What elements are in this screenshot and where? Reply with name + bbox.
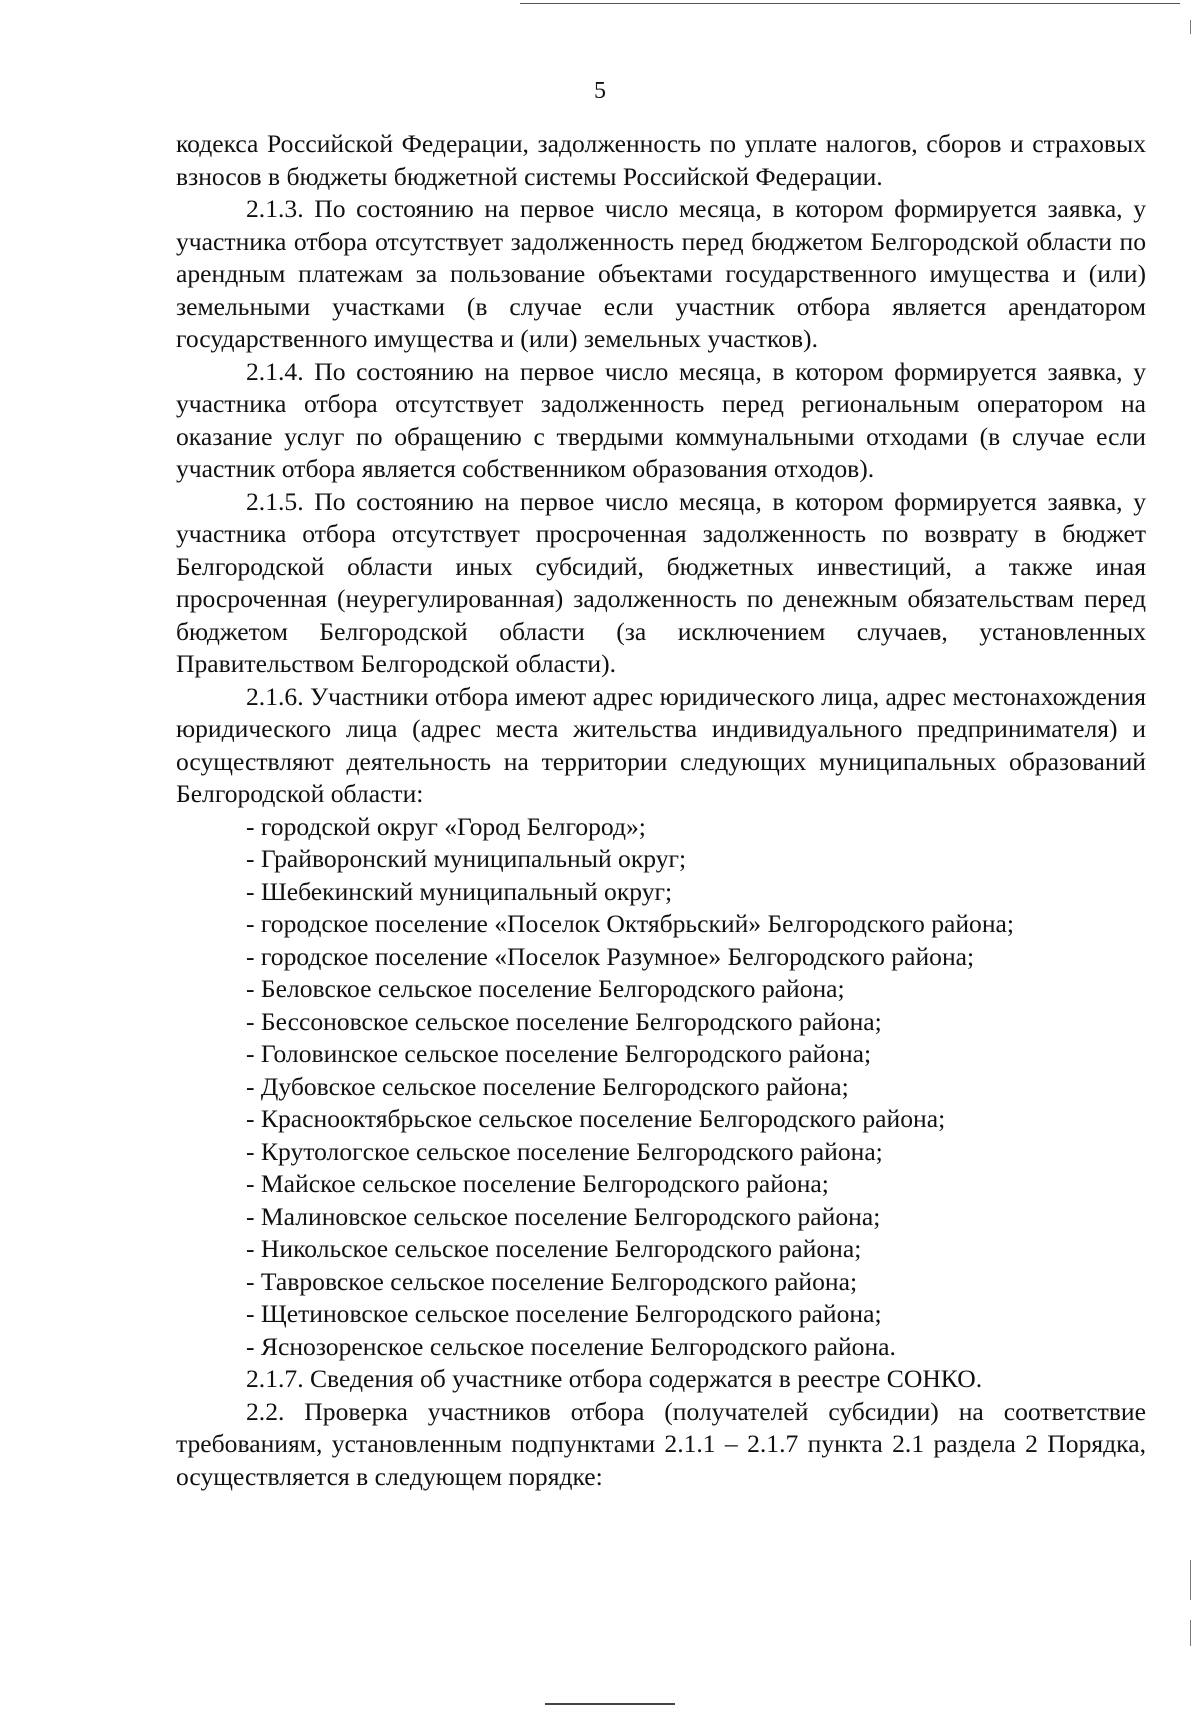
page-number: 5 xyxy=(594,78,606,104)
list-item: - городское поселение «Поселок Октябрьский» Белгородского района; xyxy=(246,909,1015,938)
list-item: - городской округ «Город Белгород»; xyxy=(246,811,646,841)
list-item: - Дубовское сельское поселение Белгородского района; xyxy=(246,1071,849,1101)
paragraph-2-2: 2.2. Проверка участников отбора (получателей субсидии) на соответствие требованиям, установленным подпунктами 2.1.1 – 2.1.7 пункта 2.1 раздела 2 Порядка, осуществляется в следующем порядке: xyxy=(176,1396,1146,1491)
list-item: - Малиновское сельское поселение Белгородского района; xyxy=(246,1201,881,1231)
list-item: - Тавровское сельское поселение Белгородского района; xyxy=(246,1266,858,1296)
municipalities-list xyxy=(176,811,1146,1364)
list-item: - Беловское сельское поселение Белгородского района; xyxy=(246,974,845,1003)
list-item: - Шебекинский муниципальный округ; xyxy=(246,876,673,906)
scan-bottom-mark xyxy=(545,1703,675,1705)
list-item: - Майское сельское поселение Белгородского района; xyxy=(246,1169,829,1198)
list-item: - Грайворонский муниципальный округ; xyxy=(246,844,687,873)
scan-edge-mark xyxy=(1190,20,1191,34)
paragraph-intro: кодекса Российской Федерации, задолженность по уплате налогов, сборов и страховых взносов в бюджеты бюджетной системы Российской Федерации. xyxy=(176,129,1146,191)
scan-edge-line xyxy=(520,3,1180,4)
paragraph-2-1-6: 2.1.6. Участники отбора имеют адрес юридического лица, адрес местонахождения юридического лица (адрес места жительства индивидуального предпринимателя) и осуществляют деятельность на территории следующих муниципальных образований Белгородской области: xyxy=(176,681,1146,808)
list-item: - Крутологское сельское поселение Белгородского района; xyxy=(246,1136,883,1166)
list-item: - Никольское сельское поселение Белгородского района; xyxy=(246,1234,862,1263)
paragraph-2-1-7: 2.1.7. Сведения об участнике отбора содержатся в реестре СОНКО. xyxy=(246,1364,983,1393)
paragraph-2-1-5: 2.1.5. По состоянию на первое число месяца, в котором формируется заявка, у участника отбора отсутствует просроченная задолженность по возврату в бюджет Белгородской области иных субсидий, бюджетных инвестиций, а также иная просроченная (неурегулированная) задолженность по денежным обязательствам перед бюджетом Белгородской области (за исключением случаев, установленных Правительством Белгородской области). xyxy=(176,486,1146,678)
list-item: - городское поселение «Поселок Разумное» Белгородского района; xyxy=(246,941,975,971)
scan-edge-mark xyxy=(1190,1560,1191,1600)
paragraph-2-1-3: 2.1.3. По состоянию на первое число месяца, в котором формируется заявка, у участника отбора отсутствует задолженность перед бюджетом Белгородской области по арендным платежам за пользование объектами государственного имущества и (или) земельными участками (в случае если участник отбора является арендатором государственного имущества и (или) земельных участков). xyxy=(176,194,1146,353)
paragraph-2-1-4: 2.1.4. По состоянию на первое число месяца, в котором формируется заявка, у участника отбора отсутствует задолженность перед региональным оператором на оказание услуг по обращению с твердыми коммунальными отходами (в случае если участник отбора является собственником образования отходов). xyxy=(176,356,1146,483)
scan-edge-mark xyxy=(1190,1620,1191,1646)
list-item: - Краснооктябрьское сельское поселение Белгородского района; xyxy=(246,1104,946,1133)
list-item: - Бессоновское сельское поселение Белгородского района; xyxy=(246,1006,882,1036)
list-item: - Головинское сельское поселение Белгородского района; xyxy=(246,1039,872,1068)
list-item: - Яснозоренское сельское поселение Белгородского района. xyxy=(246,1331,896,1361)
list-item: - Щетиновское сельское поселение Белгородского района; xyxy=(246,1299,882,1328)
document-body xyxy=(176,128,1146,1493)
